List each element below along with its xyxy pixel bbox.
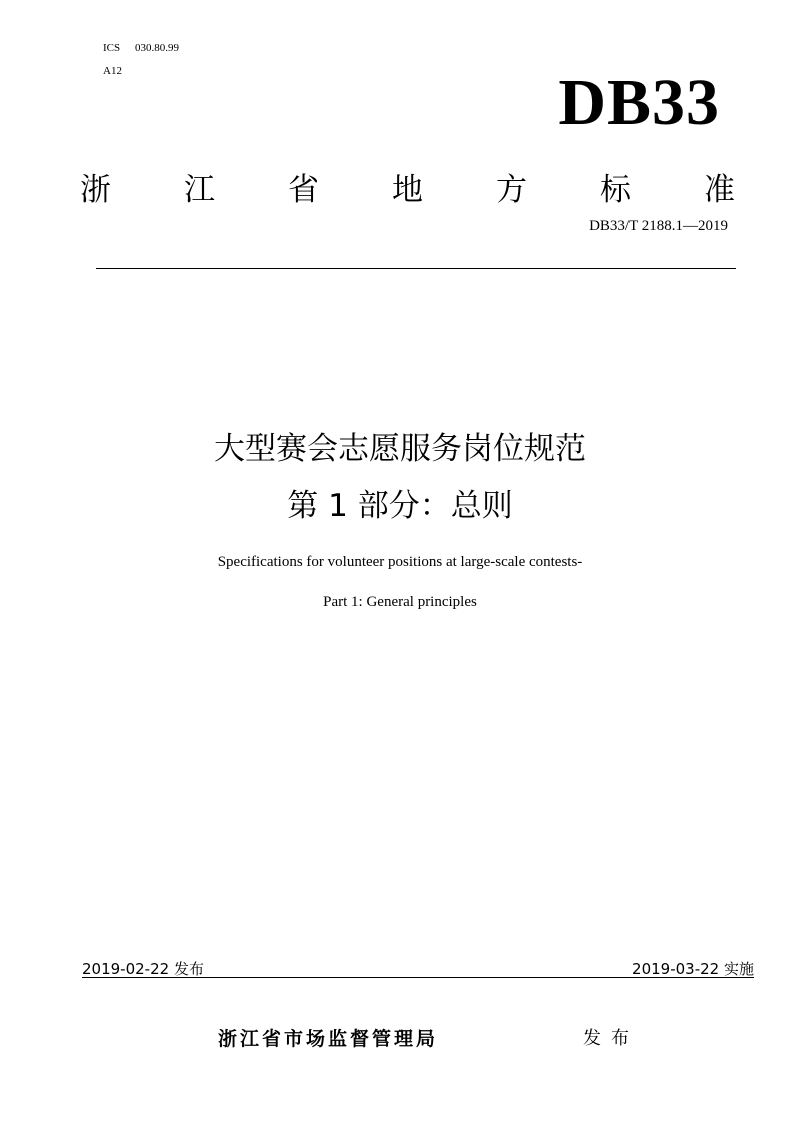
standard-type-char: 省 [288,172,319,208]
ics-line [103,41,179,55]
standard-type-char: 地 [392,172,423,208]
issuing-authority: 浙江省市场监督管理局 [218,1028,439,1050]
issue-label: 发布 [583,1028,639,1049]
standard-number: DB33/T 2188.1—2019 [589,218,728,234]
standard-type-char: 方 [496,172,527,208]
standard-type-char: 标 [600,172,631,208]
classification-code: A12 [103,65,122,77]
title-cn-line1: 大型赛会志愿服务岗位规范 [214,431,586,467]
ics-label: ICS [103,42,121,54]
standard-type-heading [80,170,735,210]
standard-code: DB33 [558,66,720,139]
standard-type-char: 江 [184,172,215,208]
implement-date: 2019-03-22 实施 [632,960,754,978]
ics-code: 030.80.99 [135,42,179,54]
title-en-line1: Specifications for volunteer positions at large-scale contests- [217,554,583,570]
footer-divider [82,977,754,978]
title-cn-line2: 第 1 部分：总则 [287,488,513,524]
title-en-line2: Part 1: General principles [323,594,477,610]
header-divider [96,268,736,269]
publish-date: 2019-02-22 发布 [82,960,204,978]
standard-type-char: 浙 [80,172,111,208]
standard-type-char: 准 [704,172,735,208]
